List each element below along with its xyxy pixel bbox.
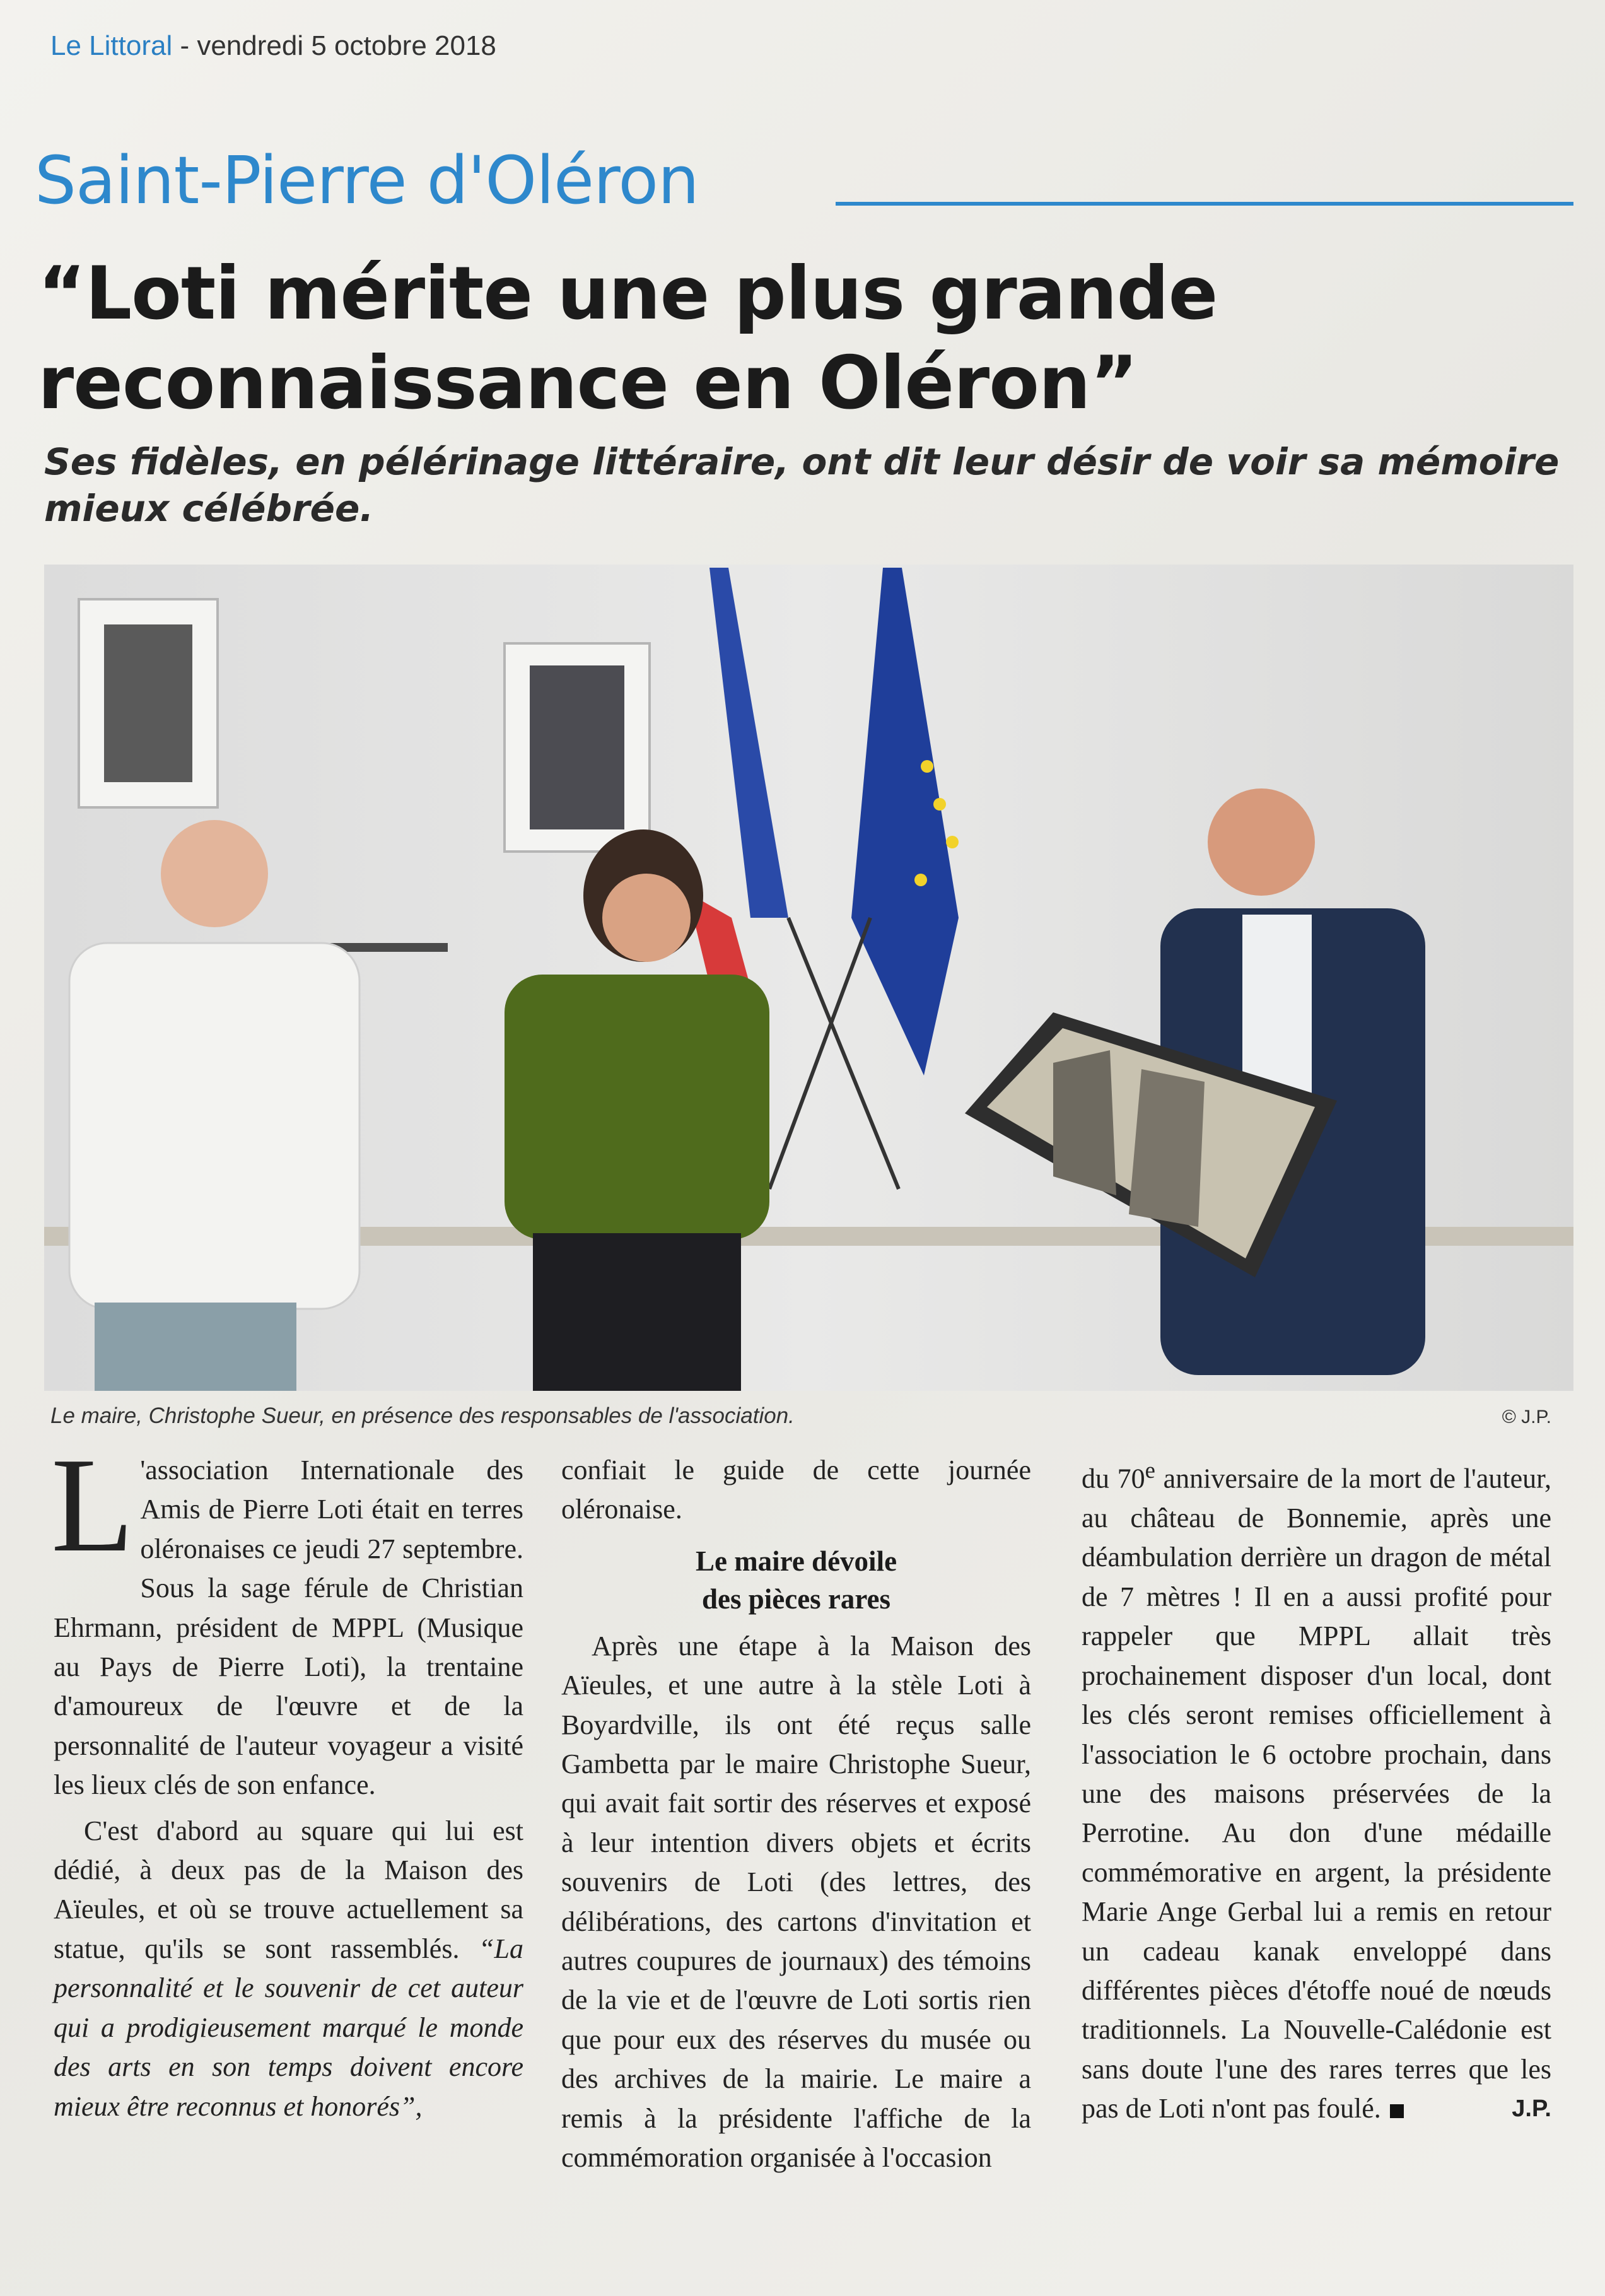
paragraph-3: Après une étape à la Maison des Aïeules, et une autre à la stèle Loti à Boyardville, ils ont été reçus salle Gambetta par le maire Christophe Sueur, qui avait fait sortir des réserves et exposé à leur intention divers objets et écrits souvenirs de Loti (des lettres, des délibérations, des cartons d'invitation et autres coupures de journaux) des témoins de la vie et de l'œuvre de Loti sortis rien que pour eux des réserves du musée ou des archives de la mairie. Le maire a remis à la présidente l'affiche de la commémoration organisée à l'occasion [561, 1630, 1031, 2174]
standfirst: Ses fidèles, en pélérinage littéraire, ont dit leur désir de voir sa mémoire mieux célébrée. [44, 440, 1560, 530]
paragraph-2-text: C'est d'abord au square qui lui est dédié, à deux pas de la Maison des Aïeules, et où se trouve actuellement sa statue, qu'ils se sont rassemblés. [54, 1815, 523, 1964]
paragraph-1 [51, 1429, 523, 1805]
man-left-trousers [95, 1303, 296, 1391]
issue-date: - vendredi 5 octobre 2018 [172, 30, 496, 61]
quote-text: “La personnalité et le souvenir de cet auteur qui a prodigieusement marqué le monde des arts en son temps doivent encore mieux être reconnus et honorés”, [54, 1933, 523, 2122]
paragraph-2 [54, 1812, 523, 2126]
article-photo [44, 565, 1573, 1391]
article-column-2 [561, 1451, 1031, 2178]
newspaper-name: Le Littoral [50, 30, 173, 61]
section-rule [836, 202, 1573, 206]
article-column-1 [51, 1429, 523, 2126]
end-mark [1390, 2104, 1404, 2118]
portrait-left [104, 624, 192, 782]
man-right-head [1208, 788, 1315, 896]
woman-trousers [533, 1233, 741, 1391]
man-right-shirt [1242, 915, 1312, 1098]
paragraph-3-continued [1082, 1451, 1551, 2129]
photo-credit: © J.P. [1502, 1407, 1551, 1427]
man-left-head [161, 820, 268, 927]
photo-caption: Le maire, Christophe Sueur, en présence des responsables de l'association. [50, 1403, 795, 1428]
subheading-line-2: des pièces rares [701, 1583, 891, 1615]
article-column-3 [1082, 1451, 1551, 2129]
section-title: Saint-Pierre d'Oléron [35, 142, 699, 219]
ordinal-suffix: e [1145, 1457, 1155, 1483]
headline: “Loti mérite une plus grande reconnaissance en Oléron” [38, 251, 1218, 426]
subheading [561, 1542, 1031, 1618]
portrait-center [530, 665, 624, 829]
drop-cap: L [51, 1429, 134, 1580]
subheading-line-1: Le maire dévoile [695, 1545, 897, 1577]
man-left-shirt [69, 943, 359, 1309]
woman-blouse [505, 975, 769, 1239]
paragraph-2-continued: confiait le guide de cette journée oléronaise. [561, 1455, 1031, 1525]
woman-head [602, 874, 691, 962]
author-signature: J.P. [1512, 2095, 1551, 2123]
anniversary-number: du 70 [1082, 1463, 1145, 1494]
running-head [50, 30, 496, 62]
paragraph-3-continued-text: anniversaire de la mort de l'auteur, au château de Bonnemie, après une déambulation derrière un dragon de métal de 7 mètres ! Il en a aussi profité pour rappeler que MPPL allait très prochainement disposer d'un local, dont les clés seront remises officiellement à l'association le 6 octobre prochain, dans une des maisons préservées de la Perrotine. Au don d'une médaille commémorative en argent, la présidente Marie Ange Gerbal lui a remis en retour un cadeau kanak enveloppé dans différentes pièces d'étoffe noué de nœuds traditionnels. La Nouvelle-Calédonie est sans doute l'une des rares terres que les pas de Loti n'ont pas foulé. [1082, 1463, 1551, 2124]
paragraph-1-text: 'association Internationale des Amis de Pierre Loti était en terres oléronaises ce jeudi 27 septembre. Sous la sage férule de Christian Ehrmann, président de MPPL (Musique au Pays de Pierre Loti), la trentaine d'amoureux de l'œuvre et de la personnalité de l'auteur voyageur a visité les lieux clés de son enfance. [54, 1455, 523, 1801]
